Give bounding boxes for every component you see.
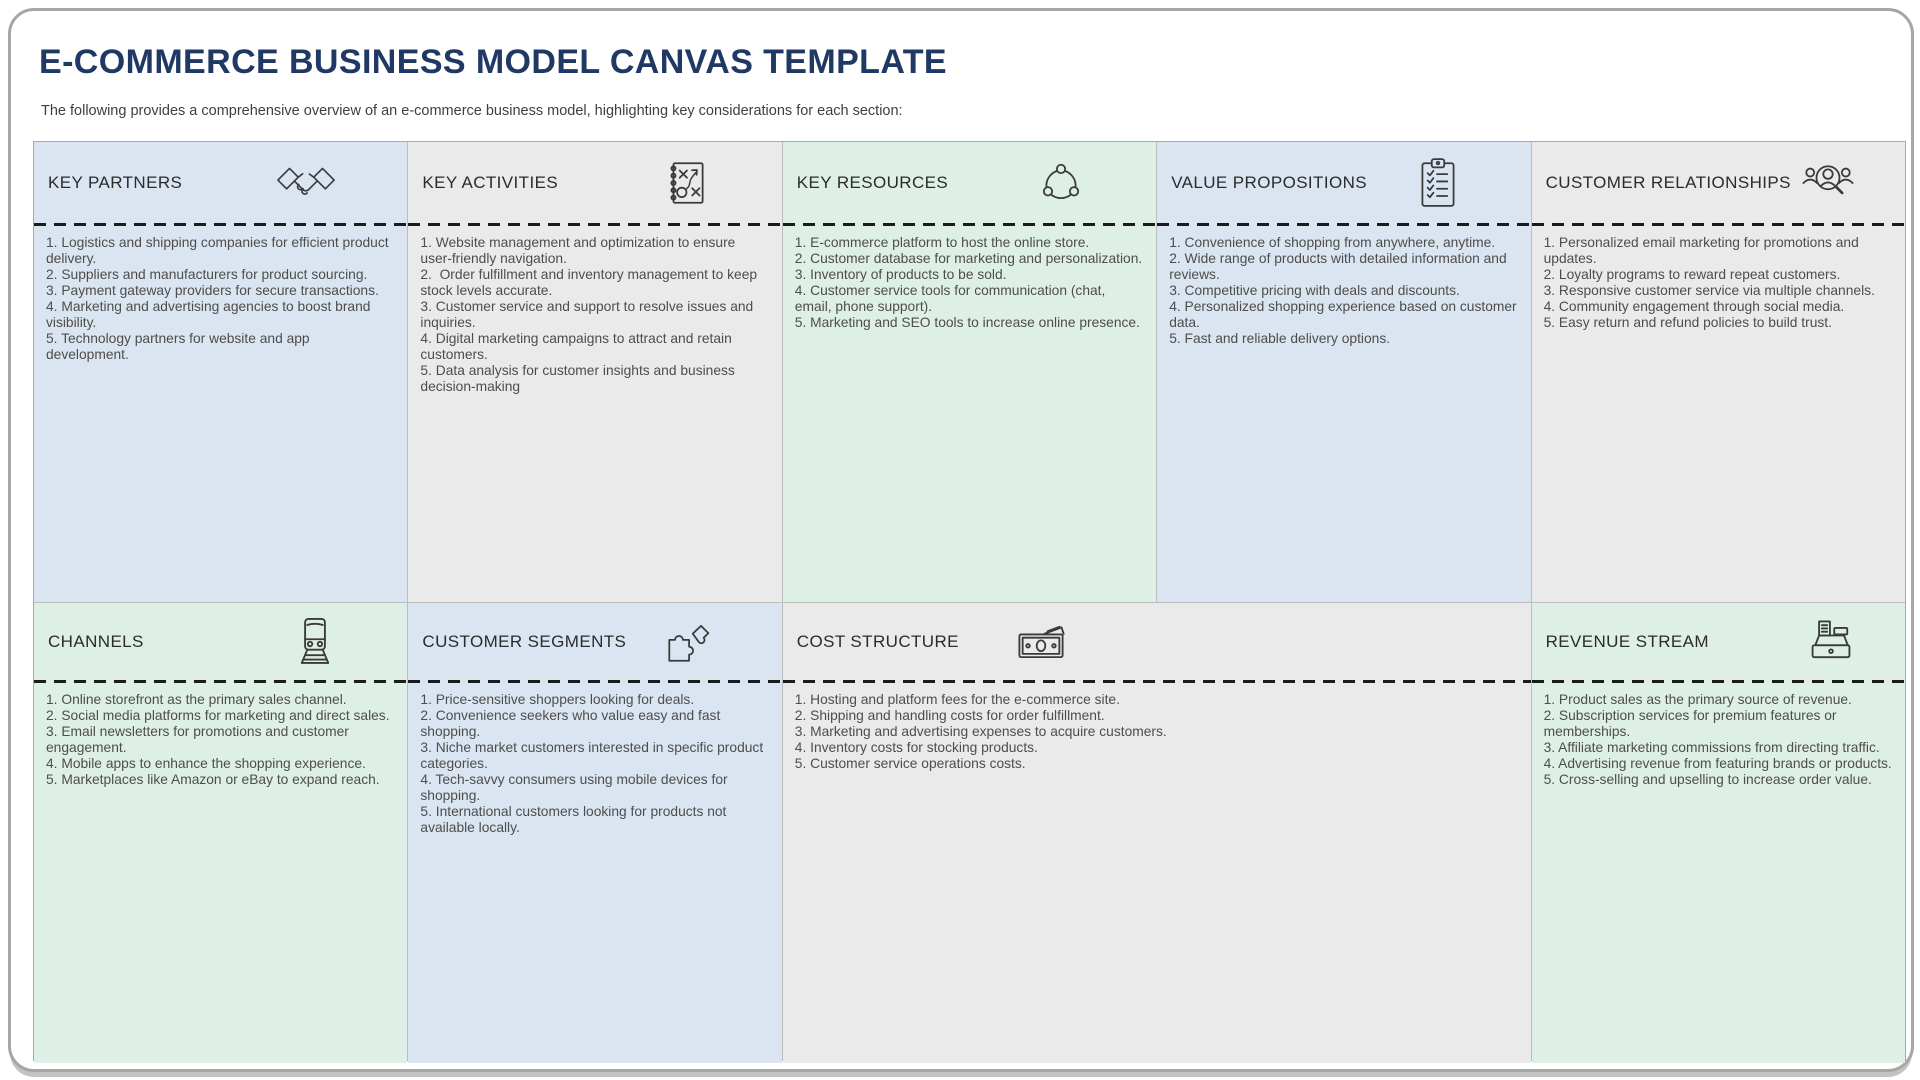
list-item: 2. Wide range of products with detailed information and reviews. <box>1169 251 1511 282</box>
list-item: 3. Affiliate marketing commissions from directing traffic. <box>1543 740 1880 755</box>
handshake-icon <box>275 161 337 205</box>
list-item: 1. Personalized email marketing for promotions and updates. <box>1543 235 1863 266</box>
list-item: 1. Website management and optimization to ensure user-friendly navigation. <box>420 235 740 266</box>
list-item: 1. E-commerce platform to host the online store. <box>794 235 1090 250</box>
customer-group-icon <box>1799 160 1857 206</box>
page-title: E-COMMERCE BUSINESS MODEL CANVAS TEMPLATE <box>39 43 948 81</box>
list-item: 5. Data analysis for customer insights and business decision-making <box>420 363 739 394</box>
list-item: 4. Advertising revenue from featuring brands or products. <box>1543 756 1892 771</box>
cell-header <box>408 142 781 223</box>
list-item: 2. Subscription services for premium features or memberships. <box>1543 708 1841 739</box>
list-item: 5. Marketplaces like Amazon or eBay to expand reach. <box>46 772 380 787</box>
checklist-clipboard-icon <box>1415 156 1461 210</box>
section-items <box>783 683 1531 780</box>
cell-header <box>34 142 407 223</box>
cell-key-resources <box>783 142 1156 602</box>
section-title: REVENUE STREAM <box>1545 631 1709 651</box>
list-item: 2. Customer database for marketing and personalization. <box>794 251 1143 266</box>
section-title: KEY PARTNERS <box>48 172 183 192</box>
list-item: 5. Technology partners for website and app development. <box>46 331 314 362</box>
list-item: 3. Email newsletters for promotions and customer engagement. <box>46 724 353 755</box>
cell-header <box>34 603 407 680</box>
section-items <box>1157 226 1530 355</box>
section-items <box>34 226 407 371</box>
list-item: 2. Loyalty programs to reward repeat customers. <box>1543 267 1841 282</box>
cell-header <box>1157 142 1530 223</box>
list-item: 5. Customer service operations costs. <box>794 756 1026 771</box>
list-item: 3. Payment gateway providers for secure transactions. <box>46 283 379 298</box>
section-title: CUSTOMER RELATIONSHIPS <box>1545 172 1791 192</box>
list-item: 5. Fast and reliable delivery options. <box>1169 331 1391 346</box>
strategy-notebook-icon <box>662 157 712 209</box>
cell-header <box>783 603 1531 680</box>
section-items <box>1532 226 1905 339</box>
list-item: 4. Customer service tools for communication (chat, email, phone support). <box>794 283 1110 314</box>
canvas-grid <box>33 141 1906 1061</box>
list-item: 4. Personalized shopping experience based on customer data. <box>1169 299 1521 330</box>
list-item: 4. Mobile apps to enhance the shopping experience. <box>46 756 366 771</box>
cell-header <box>1532 142 1905 223</box>
list-item: 3. Responsive customer service via multiple channels. <box>1543 283 1875 298</box>
cell-header <box>408 603 781 680</box>
list-item: 4. Tech-savvy consumers using mobile devices for shopping. <box>420 772 732 803</box>
list-item: 1. Online storefront as the primary sales channel. <box>46 692 347 707</box>
cell-channels <box>34 603 407 1063</box>
cell-key-activities <box>408 142 781 602</box>
list-item: 3. Marketing and advertising expenses to acquire customers. <box>794 724 1167 739</box>
list-item: 5. Marketing and SEO tools to increase online presence. <box>794 315 1140 330</box>
banknotes-icon <box>1014 622 1068 662</box>
section-title: CHANNELS <box>48 631 144 651</box>
list-item: 2. Convenience seekers who value easy and fast shopping. <box>420 708 725 739</box>
cell-revenue-stream <box>1532 603 1905 1063</box>
list-item: 1. Price-sensitive shoppers looking for deals. <box>420 692 695 707</box>
cell-header <box>1532 603 1905 680</box>
list-item: 3. Inventory of products to be sold. <box>794 267 1007 282</box>
list-item: 3. Customer service and support to resolve issues and inquiries. <box>420 299 758 330</box>
cell-header <box>783 142 1156 223</box>
list-item: 5. Cross-selling and upselling to increase order value. <box>1543 772 1872 787</box>
list-item: 5. Easy return and refund policies to build trust. <box>1543 315 1832 330</box>
section-items <box>408 226 781 403</box>
cell-customer-relationships <box>1532 142 1905 602</box>
list-item: 1. Logistics and shipping companies for efficient product delivery. <box>46 235 393 266</box>
section-title: KEY RESOURCES <box>796 172 949 192</box>
cell-value-propositions <box>1157 142 1530 602</box>
section-items <box>783 226 1156 339</box>
cell-customer-segments <box>408 603 781 1063</box>
cell-cost-structure <box>783 603 1531 1063</box>
list-item: 4. Community engagement through social media. <box>1543 299 1845 314</box>
list-item: 1. Hosting and platform fees for the e-commerce site. <box>794 692 1120 707</box>
section-items <box>34 683 407 796</box>
section-title: KEY ACTIVITIES <box>422 172 559 192</box>
list-item: 4. Marketing and advertising agencies to boost brand visibility. <box>46 299 375 330</box>
list-item: 1. Product sales as the primary source of revenue. <box>1543 692 1852 707</box>
list-item: 2. Suppliers and manufacturers for product sourcing. <box>46 267 368 282</box>
list-item: 3. Niche market customers interested in specific product categories. <box>420 740 768 771</box>
section-items <box>408 683 781 844</box>
list-item: 4. Digital marketing campaigns to attract and retain customers. <box>420 331 736 362</box>
cell-key-partners <box>34 142 407 602</box>
page-subtitle: The following provides a comprehensive overview of an e-commerce business model, highlighting key considerations for each section: <box>41 103 903 119</box>
section-title: VALUE PROPOSITIONS <box>1171 172 1368 192</box>
cash-register-icon <box>1805 618 1857 666</box>
section-title: COST STRUCTURE <box>796 631 959 651</box>
list-item: 3. Competitive pricing with deals and discounts. <box>1169 283 1460 298</box>
list-item: 4. Inventory costs for stocking products. <box>794 740 1038 755</box>
list-item: 2. Order fulfillment and inventory management to keep stock levels accurate. <box>420 267 761 298</box>
list-item: 5. International customers looking for products not available locally. <box>420 804 731 835</box>
list-item: 1. Convenience of shopping from anywhere, anytime. <box>1169 235 1496 250</box>
list-item: 2. Shipping and handling costs for order fulfillment. <box>794 708 1105 723</box>
section-items <box>1532 683 1905 796</box>
list-item: 2. Social media platforms for marketing and direct sales. <box>46 708 390 723</box>
network-nodes-icon <box>1036 159 1086 207</box>
canvas-frame <box>8 8 1914 1072</box>
puzzle-icon <box>662 616 712 668</box>
train-icon <box>293 614 337 670</box>
section-title: CUSTOMER SEGMENTS <box>422 631 627 651</box>
